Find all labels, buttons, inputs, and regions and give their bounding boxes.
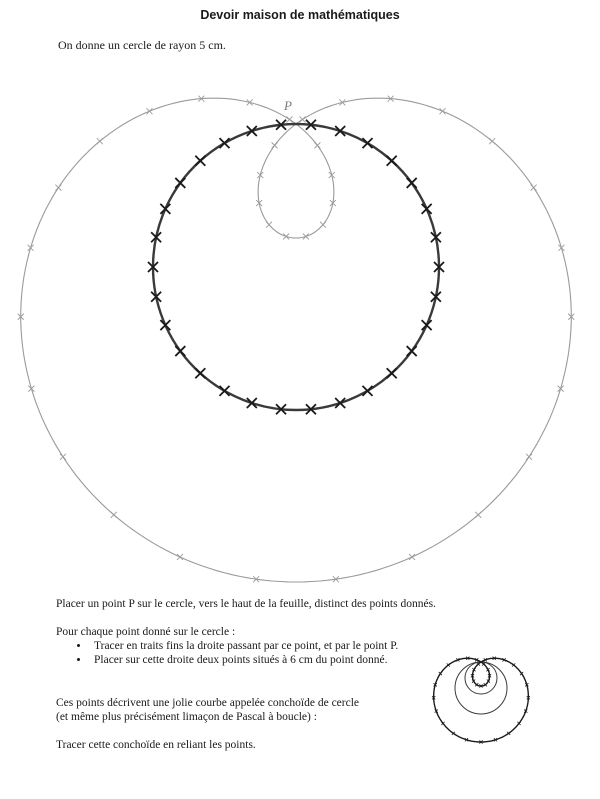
- thumbnail-curve: [432, 657, 530, 744]
- conchoid-tick: [489, 138, 495, 144]
- circle-point-mark: [220, 386, 230, 396]
- given-circle: [153, 124, 439, 410]
- pencil-conchoid-curve: [18, 96, 575, 583]
- for-each-heading: Pour chaque point donné sur le cercle :: [56, 626, 236, 638]
- conchoid-tick: [177, 554, 183, 560]
- circle-point-mark: [195, 156, 205, 166]
- circle-point-mark: [387, 368, 397, 378]
- place-point-instruction: Placer un point P sur le cercle, vers le haut de la feuille, distinct des points donnés.: [56, 598, 436, 610]
- instructions-block: [56, 597, 436, 667]
- instruction-list: [56, 639, 436, 667]
- circle-point-mark: [387, 156, 397, 166]
- circle-point-mark: [422, 320, 432, 330]
- thumbnail-tick: [482, 662, 485, 665]
- conchoid-tick: [440, 108, 446, 114]
- page-title: Devoir maison de mathématiques: [200, 8, 400, 22]
- list-item: • Placer sur cette droite deux points situés à 6 cm du point donné.: [90, 653, 436, 667]
- conchoid-tick: [314, 142, 320, 148]
- intro-text: On donne un cercle de rayon 5 cm.: [58, 38, 226, 52]
- circle-point-mark: [422, 204, 432, 214]
- final-instruction: Tracer cette conchoïde en reliant les points.: [56, 739, 256, 751]
- thumbnail-tick: [477, 662, 480, 665]
- conchoid-tick: [146, 108, 152, 114]
- circle-point-mark: [407, 178, 417, 188]
- conchoid-tick: [266, 222, 272, 228]
- conclusion-block: [56, 696, 359, 724]
- conchoid-tick: [97, 138, 103, 144]
- circle-point-mark: [407, 346, 417, 356]
- conchoid-tick: [286, 116, 292, 122]
- conchoid-tick: [111, 512, 117, 518]
- conchoid-tick: [300, 116, 306, 122]
- circle-point-mark: [160, 204, 170, 214]
- conchoid-tick: [55, 185, 61, 191]
- conchoid-tick: [60, 454, 66, 460]
- example-limacon-thumbnail: [424, 656, 544, 756]
- circle-point-mark: [175, 346, 185, 356]
- conchoid-tick: [526, 454, 532, 460]
- conclusion-line-2: (et même plus précisément limaçon de Pascal à boucle) :: [56, 711, 317, 723]
- circle-point-mark: [175, 178, 185, 188]
- conchoid-tick: [475, 512, 481, 518]
- conchoid-tick: [409, 554, 415, 560]
- conchoid-tick: [320, 222, 326, 228]
- circle-point-mark: [220, 138, 230, 148]
- point-p-label: P: [284, 98, 292, 113]
- circle-point-mark: [160, 320, 170, 330]
- conclusion-line-1: Ces points décrivent une jolie courbe appelée conchoïde de cercle: [56, 697, 360, 709]
- circle-point-marks: [148, 120, 444, 414]
- circle-point-mark: [363, 138, 373, 148]
- list-item: • Tracer en traits fins la droite passant par ce point, et par le point P.: [90, 639, 436, 653]
- circle-point-mark: [363, 386, 373, 396]
- conchoid-tick: [531, 185, 537, 191]
- conchoid-tick: [272, 142, 278, 148]
- circle-point-mark: [195, 368, 205, 378]
